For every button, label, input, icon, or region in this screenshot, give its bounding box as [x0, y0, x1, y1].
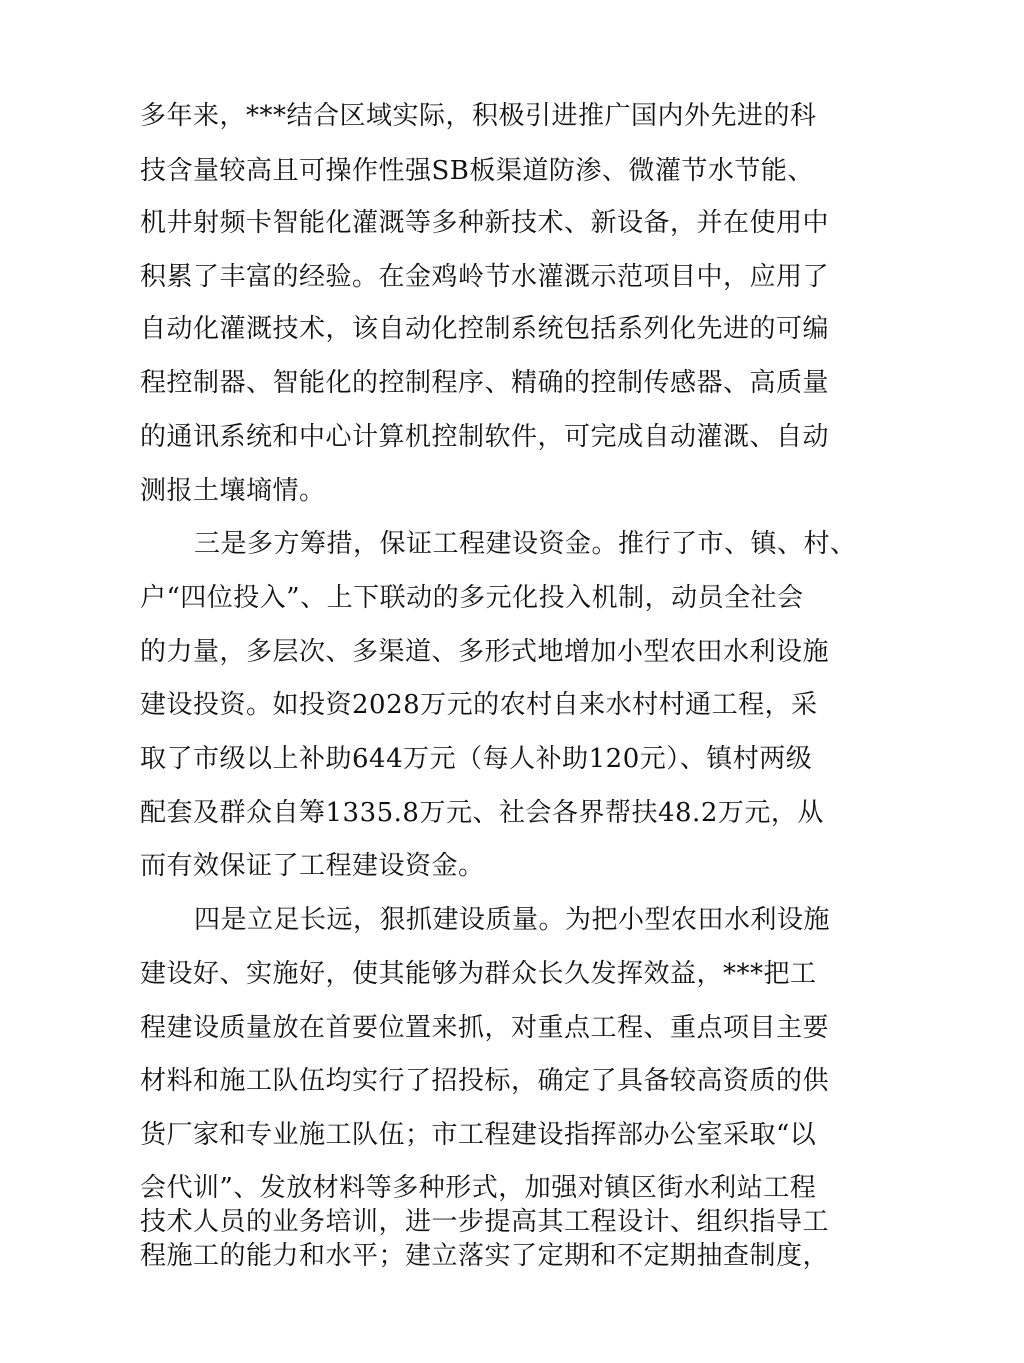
text-line: 货厂家和专业施工队伍；市工程建设指挥部办公室采取“以: [140, 1120, 817, 1150]
text-line: 程施工的能力和水平；建立落实了定期和不定期抽查制度，: [140, 1241, 830, 1271]
text-line: 材料和施工队伍均实行了招投标，确定了具备较高资质的供: [140, 1066, 830, 1096]
text-line: 技含量较高且可操作性强SB板渠道防渗、微灌节水节能、: [140, 156, 814, 186]
text-line: 建设好、实施好，使其能够为群众长久发挥效益，***把工: [140, 959, 817, 989]
text-line: 自动化灌溉技术，该自动化控制系统包括系列化先进的可编: [140, 314, 830, 344]
text-line: 会代训”、发放材料等多种形式，加强对镇区街水利站工程: [140, 1173, 817, 1203]
text-line: 机井射频卡智能化灌溉等多种新技术、新设备，并在使用中: [140, 208, 830, 238]
text-line: 配套及群众自筹1335.8万元、社会各界帮扶48.2万元，从: [140, 798, 824, 828]
text-line: 的通讯系统和中心计算机控制软件，可完成自动灌溉、自动: [140, 422, 830, 452]
text-line: 程建设质量放在首要位置来抓，对重点工程、重点项目主要: [140, 1013, 830, 1043]
text-line: 而有效保证了工程建设资金。: [140, 851, 485, 881]
text-line: 的力量，多层次、多渠道、多形式地增加小型农田水利设施: [140, 637, 830, 667]
text-line: 建设投资。如投资2028万元的农村自来水村村通工程，采: [140, 690, 818, 720]
text-line: 户“四位投入”、上下联动的多元化投入机制，动员全社会: [140, 583, 804, 613]
paragraph-first-line: 三是多方筹措，保证工程建设资金。推行了市、镇、村、: [194, 529, 857, 559]
paragraph-first-line: 四是立足长远，狠抓建设质量。为把小型农田水利设施: [194, 905, 831, 935]
text-line: 程控制器、智能化的控制程序、精确的控制传感器、高质量: [140, 368, 830, 398]
text-line: 取了市级以上补助644万元（每人补助120元）、镇村两级: [140, 744, 813, 774]
text-line: 多年来，***结合区域实际，积极引进推广国内外先进的科: [140, 101, 817, 131]
text-line: 技术人员的业务培训，进一步提高其工程设计、组织指导工: [140, 1207, 830, 1237]
text-line: 积累了丰富的经验。在金鸡岭节水灌溉示范项目中，应用了: [140, 262, 830, 292]
text-line: 测报土壤墒情。: [140, 476, 326, 506]
